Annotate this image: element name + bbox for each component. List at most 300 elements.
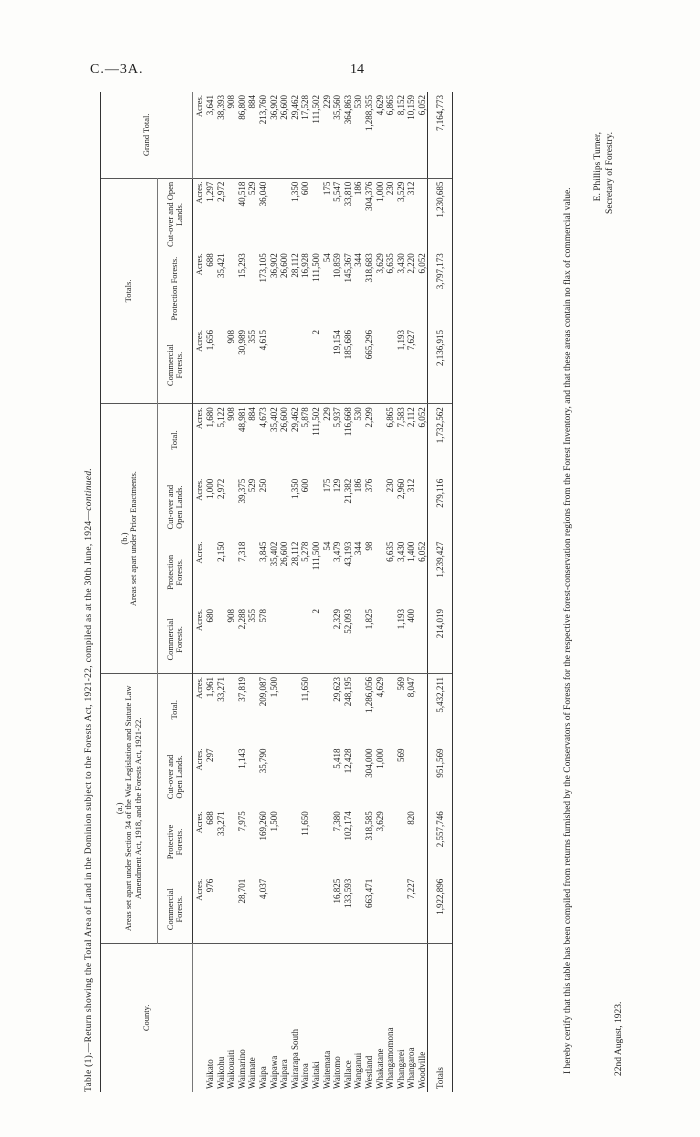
value-cell: 5,418 — [332, 748, 343, 769]
value-cell: 5,432,211 — [428, 673, 453, 745]
value-cell — [279, 606, 290, 673]
value-cell: 229 — [321, 407, 332, 421]
county-cell — [258, 943, 269, 1092]
value-cell — [300, 746, 311, 809]
table-row — [343, 92, 354, 1092]
value-cell — [247, 673, 258, 745]
value-cell: 1,000 — [374, 181, 385, 202]
value-cell: 312 — [406, 478, 417, 493]
value-cell: 98 — [363, 541, 374, 551]
value-cell: 1,239,427 — [428, 539, 453, 606]
value-cell: 7,627 — [406, 327, 417, 404]
county-cell — [290, 943, 301, 1092]
table-row — [237, 92, 248, 1092]
value-cell: 7,318 — [236, 541, 247, 562]
table-row — [216, 92, 227, 1092]
value-cell: 4,037 — [258, 876, 269, 943]
value-cell — [290, 327, 301, 404]
value-cell — [279, 876, 290, 943]
value-cell: 54 — [321, 541, 332, 551]
value-cell — [226, 673, 237, 745]
signature-name: E. Phillips Turner, — [593, 132, 603, 202]
value-cell: 884 — [247, 407, 258, 421]
group-a-header — [101, 673, 158, 943]
value-cell: 2,288 — [237, 606, 248, 673]
value-cell: 688 — [205, 811, 216, 825]
unit-label: Acres. — [193, 407, 204, 430]
value-cell — [205, 539, 216, 606]
county-name: Waitemata — [321, 1050, 332, 1089]
value-cell: 16,825 — [332, 876, 343, 943]
group-b-mark: (b.) — [118, 532, 129, 545]
col-header: Total. — [158, 673, 193, 745]
value-cell — [226, 746, 237, 809]
value-cell: 1,350 — [289, 478, 300, 500]
county-cell — [279, 943, 290, 1092]
value-cell: 2,557,746 — [428, 808, 453, 875]
value-cell — [375, 476, 386, 539]
county-name: Waimarino — [236, 1049, 247, 1089]
value-cell: 6,635 — [385, 541, 396, 562]
table-row — [396, 92, 407, 1092]
value-cell: 578 — [258, 606, 269, 673]
county-name: Westland — [363, 1055, 374, 1089]
value-cell — [417, 673, 428, 745]
totals-row — [428, 92, 453, 1092]
value-cell: 2,112 — [406, 407, 417, 428]
value-cell: 2,972 — [215, 181, 226, 202]
value-cell: 102,174 — [342, 811, 353, 841]
value-cell: 2,960 — [395, 478, 406, 500]
value-cell — [406, 746, 417, 809]
value-cell: 6,865 — [385, 407, 396, 428]
value-cell: 145,367 — [342, 253, 353, 283]
grand-total-cell: 17,528 — [300, 92, 311, 178]
value-cell — [417, 746, 428, 809]
county-name: Whakatane — [374, 1048, 385, 1089]
county-cell — [247, 943, 258, 1092]
value-cell: 21,382 — [342, 478, 353, 504]
value-cell — [269, 606, 280, 673]
grand-total-cell: 29,462 — [290, 92, 301, 178]
county-cell — [428, 943, 453, 1092]
value-cell: 36,902 — [268, 253, 279, 278]
value-cell: 7,583 — [395, 407, 406, 428]
grand-total-cell: 4,629 — [375, 92, 386, 178]
county-cell — [417, 943, 428, 1092]
value-cell: 214,019 — [428, 606, 453, 673]
grand-total-cell: 229 — [322, 92, 333, 178]
value-cell: 30,989 — [237, 327, 248, 404]
value-cell: 111,500 — [310, 541, 321, 571]
value-cell: 355 — [247, 327, 258, 404]
value-cell — [385, 746, 396, 809]
value-cell: 3,430 — [395, 253, 406, 274]
county-cell — [237, 943, 248, 1092]
value-cell — [269, 178, 280, 250]
value-cell: 5,547 — [332, 181, 343, 202]
value-cell — [269, 746, 280, 809]
value-cell — [216, 327, 227, 404]
value-cell: 6,635 — [385, 253, 396, 274]
value-cell — [385, 673, 396, 745]
value-cell: 1,680 — [205, 407, 216, 428]
rotated-table-page — [84, 92, 644, 1092]
county-cell — [406, 943, 417, 1092]
table-row — [247, 92, 258, 1092]
value-cell: 530 — [353, 407, 364, 421]
value-cell: 175 — [321, 478, 332, 493]
county-name: Whangamomona — [385, 1027, 396, 1089]
unit-label: Acres. — [193, 541, 204, 564]
unit-label: Acres. — [193, 676, 204, 699]
county-name: Waikouaiti — [226, 1049, 237, 1089]
value-cell: 600 — [300, 478, 311, 493]
county-cell — [322, 943, 333, 1092]
value-cell: 5,937 — [332, 407, 343, 428]
table-row — [332, 92, 343, 1092]
value-cell: 376 — [363, 478, 374, 493]
value-cell — [353, 746, 364, 809]
value-cell: 688 — [205, 253, 216, 267]
value-cell — [322, 673, 333, 745]
value-cell — [322, 327, 333, 404]
value-cell — [216, 746, 227, 809]
col-header: Cut-over and Open Lands. — [158, 178, 193, 250]
value-cell: 33,271 — [215, 811, 226, 837]
value-cell: 355 — [247, 606, 258, 673]
value-cell: 26,600 — [279, 541, 290, 567]
value-cell: 1,961 — [205, 676, 216, 698]
value-cell: 279,116 — [428, 476, 453, 539]
grand-total-cell: 8,152 — [396, 92, 407, 178]
value-cell — [322, 876, 333, 943]
value-cell: 1,500 — [268, 676, 279, 698]
value-cell — [385, 876, 396, 943]
county-name: Whangaroa — [406, 1047, 417, 1089]
col-header: Cut-over and Open Lands. — [158, 746, 193, 809]
value-cell — [216, 876, 227, 943]
col-header: Total. — [158, 404, 193, 476]
grand-total-cell: 908 — [226, 92, 237, 178]
county-name: Waipawa — [268, 1055, 279, 1089]
grand-total-cell: 1,288,355 — [364, 92, 375, 178]
county-name: Woodville — [416, 1051, 427, 1089]
value-cell — [311, 876, 322, 943]
unit-label: Acres. — [193, 327, 206, 404]
value-cell — [417, 476, 428, 539]
county-cell — [353, 943, 364, 1092]
value-cell: 209,087 — [258, 676, 269, 707]
value-cell — [353, 808, 364, 875]
value-cell: 1,000 — [205, 478, 216, 500]
table-title — [84, 92, 94, 1092]
value-cell — [311, 673, 322, 745]
value-cell — [226, 250, 237, 327]
grand-total-cell: 884 — [247, 92, 258, 178]
value-cell: 1,297 — [205, 181, 216, 202]
grand-total-header: Grand Total. — [101, 92, 193, 178]
value-cell — [375, 404, 386, 476]
value-cell: 663,471 — [364, 876, 375, 943]
value-cell: 2,972 — [215, 478, 226, 500]
value-cell — [417, 808, 428, 875]
value-cell — [375, 327, 386, 404]
value-cell: 569 — [395, 748, 406, 763]
value-cell — [417, 327, 428, 404]
value-cell: 1,193 — [396, 606, 407, 673]
county-cell — [375, 943, 386, 1092]
signature-title: Secretary of Forestry. — [605, 132, 615, 214]
grand-total-cell: 36,902 — [269, 92, 280, 178]
grand-total-cell: 364,863 — [343, 92, 354, 178]
page-number: 14 — [350, 62, 364, 77]
value-cell — [290, 808, 301, 875]
value-cell: 2,299 — [363, 407, 374, 428]
value-cell: 29,623 — [332, 676, 343, 702]
value-cell — [216, 606, 227, 673]
value-cell: 304,000 — [363, 748, 374, 778]
forest-area-table — [100, 92, 453, 1092]
value-cell — [396, 808, 407, 875]
value-cell: 33,810 — [342, 181, 353, 207]
value-cell: 33,271 — [215, 676, 226, 702]
value-cell: 4,615 — [258, 327, 269, 404]
value-cell: 35,790 — [258, 748, 269, 774]
value-cell: 3,845 — [258, 541, 269, 562]
value-cell: 11,650 — [300, 811, 311, 836]
value-cell — [417, 178, 428, 250]
value-cell: 173,105 — [258, 253, 269, 283]
table-row — [269, 92, 280, 1092]
value-cell — [226, 876, 237, 943]
value-cell: 976 — [205, 876, 216, 943]
value-cell: 15,293 — [236, 253, 247, 278]
value-cell: 16,928 — [300, 253, 311, 278]
value-cell: 304,376 — [363, 181, 374, 211]
table-row — [258, 92, 269, 1092]
col-header: Protection Forests. — [158, 250, 193, 327]
value-cell: 1,656 — [205, 327, 216, 404]
value-cell: 5,878 — [300, 407, 311, 428]
grand-total-cell: 6,052 — [417, 92, 428, 178]
value-cell — [322, 746, 333, 809]
value-cell — [279, 327, 290, 404]
value-cell: 29,462 — [289, 407, 300, 432]
county-cell — [216, 943, 227, 1092]
value-cell — [417, 606, 428, 673]
unit-label: Acres. — [193, 876, 206, 943]
value-cell: 3,797,173 — [428, 250, 453, 327]
value-cell — [311, 746, 322, 809]
value-cell — [353, 606, 364, 673]
grand-total-cell: 111,502 — [311, 92, 322, 178]
value-cell: 43,193 — [342, 541, 353, 567]
certificate-text: I hereby certify that this table has been compiled from returns furnished by the Conservators of Forests for the respective forest-conservation regions from the Forest Inventory, and that these areas contain no flax of commercial value. — [563, 187, 573, 1074]
table-title-continued: continued. — [84, 467, 94, 511]
value-cell — [290, 673, 301, 745]
value-cell — [300, 606, 311, 673]
value-cell — [290, 746, 301, 809]
page-reference: C.—3A. — [90, 62, 144, 77]
value-cell: 6,052 — [416, 407, 427, 428]
value-cell — [353, 673, 364, 745]
county-cell — [385, 943, 396, 1092]
unit-label: Acres. — [193, 181, 204, 204]
county-cell — [396, 943, 407, 1092]
value-cell: 400 — [406, 606, 417, 673]
value-cell: 133,593 — [343, 876, 354, 943]
value-cell — [247, 876, 258, 943]
value-cell: 5,122 — [215, 407, 226, 428]
value-cell — [417, 876, 428, 943]
value-cell: 908 — [226, 407, 237, 421]
value-cell: 48,981 — [236, 407, 247, 432]
value-cell — [311, 178, 322, 250]
county-name: Whangarei — [395, 1049, 406, 1089]
value-cell: 116,668 — [342, 407, 353, 437]
value-cell: 529 — [247, 181, 258, 196]
unit-label: Acres. — [193, 748, 204, 771]
group-a-title: Areas set apart under Section 34 of the War Legislation and Statute Law Amendment Act, 1918, and the Forests Act, 1921-22. — [123, 685, 143, 932]
value-cell — [247, 250, 258, 327]
value-cell: 250 — [258, 478, 269, 493]
table-row — [406, 92, 417, 1092]
value-cell: 8,047 — [406, 676, 417, 698]
value-cell: 312 — [406, 181, 417, 196]
col-header: Commercial Forests. — [158, 876, 193, 943]
value-cell: 1,000 — [374, 748, 385, 769]
value-cell: 39,375 — [236, 478, 247, 504]
col-header: Protective Forests. — [158, 808, 193, 875]
county-name: Waitomo — [332, 1056, 343, 1089]
value-cell — [300, 876, 311, 943]
value-cell: 230 — [385, 181, 396, 196]
value-cell: 185,686 — [343, 327, 354, 404]
value-cell: 2,329 — [332, 606, 343, 673]
value-cell: 1,922,896 — [428, 876, 453, 943]
county-name: Waikohu — [215, 1056, 226, 1089]
grand-total-cell: 213,760 — [258, 92, 269, 178]
county-cell — [300, 943, 311, 1092]
value-cell: 3,529 — [395, 181, 406, 202]
unit-label: Acres. — [193, 606, 206, 673]
unit-spacer — [193, 943, 206, 1092]
value-cell — [226, 476, 237, 539]
county-cell — [269, 943, 280, 1092]
value-cell — [385, 808, 396, 875]
county-name: Waipa — [258, 1066, 269, 1089]
grand-total-cell: 35,560 — [332, 92, 343, 178]
value-cell: 35,402 — [268, 407, 279, 432]
value-cell: 297 — [205, 748, 216, 763]
value-cell — [226, 808, 237, 875]
grand-total-cell: 10,159 — [406, 92, 417, 178]
unit-label: Acres. — [193, 92, 206, 178]
county-cell — [343, 943, 354, 1092]
value-cell — [322, 808, 333, 875]
value-cell: 40,518 — [236, 181, 247, 207]
value-cell: 600 — [300, 181, 311, 196]
county-name: Totals — [435, 1067, 446, 1089]
certificate — [562, 92, 574, 1092]
table-row — [417, 92, 428, 1092]
county-name: Waipara — [279, 1059, 290, 1089]
table-body — [193, 92, 453, 1092]
value-cell: 1,825 — [364, 606, 375, 673]
value-cell: 169,260 — [258, 811, 269, 841]
value-cell — [290, 606, 301, 673]
value-cell: 3,629 — [374, 253, 385, 274]
value-cell: 529 — [247, 478, 258, 493]
value-cell — [279, 476, 290, 539]
value-cell: 3,629 — [374, 811, 385, 832]
value-cell: 1,732,562 — [428, 404, 453, 476]
unit-label: Acres. — [193, 478, 204, 501]
value-cell — [247, 808, 258, 875]
group-b-title: Areas set apart under Prior Enactments. — [128, 471, 138, 607]
value-cell: 820 — [406, 811, 417, 825]
value-cell — [375, 606, 386, 673]
value-cell: 26,600 — [279, 407, 290, 432]
value-cell: 19,154 — [332, 327, 343, 404]
value-cell: 7,227 — [406, 876, 417, 943]
value-cell: 1,193 — [396, 327, 407, 404]
value-cell — [396, 876, 407, 943]
value-cell: 1,143 — [236, 748, 247, 769]
table-row — [353, 92, 364, 1092]
county-cell — [226, 943, 237, 1092]
value-cell: 3,430 — [395, 541, 406, 562]
value-cell: 7,975 — [236, 811, 247, 832]
value-cell: 318,585 — [363, 811, 374, 841]
value-cell: 680 — [205, 606, 216, 673]
value-cell: 2 — [311, 606, 322, 673]
value-cell — [385, 606, 396, 673]
value-cell — [279, 808, 290, 875]
county-name: Wanganui — [353, 1052, 364, 1089]
table-row — [375, 92, 386, 1092]
group-b-header — [101, 404, 158, 674]
table-row — [311, 92, 322, 1092]
value-cell: 344 — [353, 541, 364, 556]
value-cell: 4,629 — [374, 676, 385, 698]
value-cell — [300, 327, 311, 404]
county-name: Waikato — [205, 1059, 216, 1089]
group-totals-header: Totals. — [101, 178, 158, 404]
value-cell: 2,136,915 — [428, 327, 453, 404]
value-cell — [353, 327, 364, 404]
table-row — [279, 92, 290, 1092]
value-cell — [226, 539, 237, 606]
county-name: Waimate — [247, 1057, 258, 1089]
unit-row — [193, 92, 206, 1092]
table-row — [322, 92, 333, 1092]
value-cell — [247, 539, 258, 606]
table-row — [300, 92, 311, 1092]
value-cell: 4,673 — [258, 407, 269, 428]
value-cell: 7,380 — [332, 811, 343, 832]
value-cell: 2,150 — [215, 541, 226, 562]
value-cell: 6,052 — [416, 253, 427, 274]
value-cell: 36,040 — [258, 181, 269, 207]
value-cell — [290, 876, 301, 943]
value-cell — [269, 876, 280, 943]
value-cell: 908 — [226, 327, 237, 404]
value-cell: 318,683 — [363, 253, 374, 283]
value-cell: 186 — [353, 478, 364, 493]
value-cell: 5,278 — [300, 541, 311, 562]
